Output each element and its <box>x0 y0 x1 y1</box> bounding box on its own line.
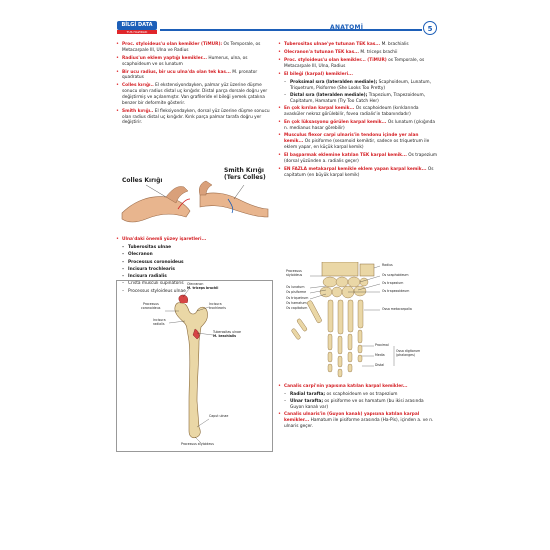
right-bullet <box>278 42 438 48</box>
left-bullet-text: Os Temporale, os Metacarpale III, Ulna ve Radius <box>122 42 261 53</box>
carpal-row-item-lead: Proksimal sıra (lateralden mediale); <box>290 79 378 85</box>
left-bullet <box>116 70 272 82</box>
carpal-row-item-text: Trapezium, Trapezoideum, Capitatum, Hamatum (Try Too Catch Her) <box>290 92 426 104</box>
right-bullet <box>278 50 438 56</box>
canalis-item-lead: Ulnar tarafta; <box>290 399 324 405</box>
label-radius: Radius <box>382 263 393 267</box>
left-bullet-lead: Bir ucu radius, bir ucu ulna'da olan tek kas... <box>122 69 231 75</box>
logo-main-text: BİLGİ DATA <box>117 21 157 30</box>
left-bullet <box>116 109 272 126</box>
right-bullet-lead: Canalis carpi'nin yapısına katılan karpal kemikler... <box>284 384 408 389</box>
label-triceps: M. triceps brachii <box>187 286 219 290</box>
left-bullet-lead: Colles kırığı.. <box>122 83 154 89</box>
ulna-landmark-item: – Processus coronoideus <box>116 260 272 266</box>
right-bullet-text: M. triceps brachii <box>359 49 398 55</box>
right-bullet-lead: Proc. styloideus'u olan kemikler... (TiMUR) <box>284 57 387 63</box>
carpal-row-item <box>278 93 438 105</box>
label-radialis-1: Incisura <box>153 318 166 322</box>
hand-bones-illustration <box>282 262 432 380</box>
left-bullet-lead: Smith kırığı.. <box>122 108 154 114</box>
left-bullet <box>116 56 272 68</box>
label-triquetrum: Os triquetrum <box>286 296 309 300</box>
left-bullet-text: El fleksiyondayken, dorsal yüz üzerine düşme sonucu olan radius distal uç kırığıdır. Kırık parça palmar tarafa doğru yer değiştirir. <box>122 108 270 126</box>
ulna-heading: Ulna'daki önemli yüzey işaretleri... <box>122 237 207 242</box>
right-bullet <box>278 120 438 132</box>
right-bullet-text: Os capitatum (en büyük karpal kemik) <box>284 166 434 178</box>
ulna-landmark-item: – Tuberositas ulnae <box>116 245 272 251</box>
ulna-figure <box>116 280 273 452</box>
label-scaphoideum: Os scaphoideum <box>382 273 409 277</box>
left-bullet-text: Humerus, ulna, os scaphoideum ve os lunatum <box>122 55 248 67</box>
label-media: Media <box>375 353 385 357</box>
label-trapezoideum: Os trapezoideum <box>382 289 410 293</box>
label-tuberositas: Tuberositas ulnae <box>213 330 241 334</box>
label-styloideus: Processus styloideus <box>181 442 214 446</box>
right-bullet <box>278 106 438 118</box>
right-bullet-lead: EN FAZLA metakarpal kemikle eklem yapan karpal kemik... <box>284 166 427 172</box>
section-title: ANATOMİ <box>330 24 364 31</box>
ulna-landmark-item: – Crista musculi supinatoris <box>116 281 272 287</box>
label-proximal: Proximal <box>375 343 389 347</box>
right-bullet-lead: En çok lüksasyonu görülen karpal kemik... <box>284 119 387 125</box>
label-trochlearis-1: Incisura <box>209 302 222 306</box>
label-caput: Caput ulnae <box>209 414 229 418</box>
carpal-row-item-lead: Distal sıra (lateralden mediale); <box>290 92 368 98</box>
left-bullet-text: El ekstensiyondayken, palmar yüz üzerine düşme sonucu olan radius distal uç kırığıdır. Distal parça dorsale doğru yer değiştirmiş ve açılanmıştır. Van grafileride el bileği yemek çatalına benzer bir deformite gösterir. <box>122 83 268 106</box>
right-column <box>278 42 438 181</box>
logo-sub-text: TUS HAZIRLIK MERKEZLERİ <box>117 30 157 34</box>
canalis-item-lead: Radial tarafta; <box>290 391 326 397</box>
label-trochlearis-2: trochlearis <box>209 306 226 310</box>
label-pisiforme: Os pisiforme <box>286 290 307 294</box>
right-bullet-lead: El bileği (karpal) kemikleri... <box>284 71 353 77</box>
left-bullet <box>116 83 272 106</box>
label-coronoideus-2: coronoideus <box>141 306 161 310</box>
colles-caption: Colles Kırığı <box>122 177 163 184</box>
right-bullet-lead: Musculus flexor carpi ulnaris'in tendonu içinde yer alan kemik... <box>284 133 419 145</box>
ulna-landmark-item: – Incisura radialis <box>116 274 272 280</box>
ulna-landmark-item: – Olecranon <box>116 252 272 258</box>
canalis-item <box>278 399 438 411</box>
ulna-landmark-item: – Processus styloideus ulnae <box>116 289 272 295</box>
left-column <box>116 42 272 128</box>
right-column-bottom <box>278 384 438 432</box>
label-digitorum-1: Ossa digitorum <box>396 349 421 353</box>
colles-smith-figure <box>116 155 272 233</box>
right-bullet-text: Os pisiforme (sesamoid kemiktir, sadece os triquetrum ile eklem yapar, en küçük karpal kemik) <box>284 139 430 151</box>
right-bullet <box>278 167 438 179</box>
right-bullet <box>278 153 438 165</box>
right-bullet <box>278 412 438 429</box>
label-coronoideus-1: Processus <box>143 302 159 306</box>
label-radialis-2: radialis <box>153 322 165 326</box>
label-olecranon: Olecranon <box>187 282 204 286</box>
canalis-item-text: os scaphoideum ve os trapezium <box>325 391 398 397</box>
header-rule <box>160 29 422 31</box>
right-bullet-text: Hamatum ile pisiforme arasında (Ha-Pis), içinden a. ve n. ulnaris geçer. <box>284 418 434 429</box>
label-styloideus-2: styloideus <box>286 273 303 277</box>
label-styloideus-1: Processus <box>286 269 302 273</box>
label-hamatum: Os hamatum <box>286 301 307 305</box>
left-bullet-lead: Proc. styloideus'u olan kemikler (TiMUR): <box>122 42 223 47</box>
label-capitatum: Os capitatum <box>286 306 308 310</box>
right-bullet-lead: El başparmak eklemine katılan TEK karpal kemik... <box>284 153 407 159</box>
smith-caption: Smith Kırığı <box>224 167 264 174</box>
right-bullet-lead: Olecranon'a tutunan TEK kas... <box>284 49 360 55</box>
label-distal: Distal <box>375 363 385 367</box>
smith-caption-sub: (Ters Colles) <box>224 174 266 181</box>
right-bullet-lead: Canalis ulnaris'in (Guyon kanalı) yapısına katılan karpal kemikler... <box>284 412 420 424</box>
hand-bones-figure <box>282 262 432 380</box>
left-bullet <box>116 42 272 54</box>
label-metacarpalia: Ossa metacarpalia <box>382 307 412 311</box>
label-digitorum-2: (phalanges) <box>396 353 415 357</box>
canalis-item <box>278 392 438 398</box>
carpal-row-item-text: Scaphoideum, Lunatum, Triquetrum, Pisiforme (She Looks Too Pretty) <box>290 79 431 91</box>
label-lunatum: Os lunatum <box>286 285 305 289</box>
right-bullet <box>278 384 438 390</box>
right-bullet-lead: En çok kırılan karpal kemik... <box>284 105 355 111</box>
right-bullet-lead: Tuberositas ulnae'ye tutunan TEK kas... <box>284 42 381 47</box>
right-bullet <box>278 58 438 70</box>
publisher-logo <box>117 21 157 38</box>
right-bullet-text: M. brachialis <box>380 42 409 47</box>
right-bullet <box>278 72 438 78</box>
canalis-item-text: os pisiforme ve os hamatum (bu ikisi arasında Guyon kanalı var) <box>290 399 424 411</box>
right-bullet <box>278 133 438 150</box>
left-bullet-lead: Radius'un eklem yaptığı kemikler... <box>122 55 208 61</box>
carpal-row-item <box>278 80 438 92</box>
right-bullet-text: Os trapezium (dorsal yüzünden a. radialis geçer) <box>284 153 438 164</box>
right-bullet-text: os Temporale, os Metacarpale III, Ulna, Radius <box>284 57 425 69</box>
ulna-landmark-item: – Incisura trochlearis <box>116 267 272 273</box>
right-bullet-text: Os lunatum (çıkığında n. medianus hasar görebilir) <box>284 119 435 131</box>
right-bullet-text: Os scaphoideum (kırıklarında avasküler nekroz görülebilir, fovea radialis'in tabanındadır) <box>284 105 419 117</box>
label-brachialis: M. brachialis <box>213 334 236 338</box>
left-bullet-text: M. pronator quadratus <box>122 69 258 81</box>
label-trapezium: Os trapezium <box>382 281 404 285</box>
page-number: 5 <box>423 21 437 35</box>
